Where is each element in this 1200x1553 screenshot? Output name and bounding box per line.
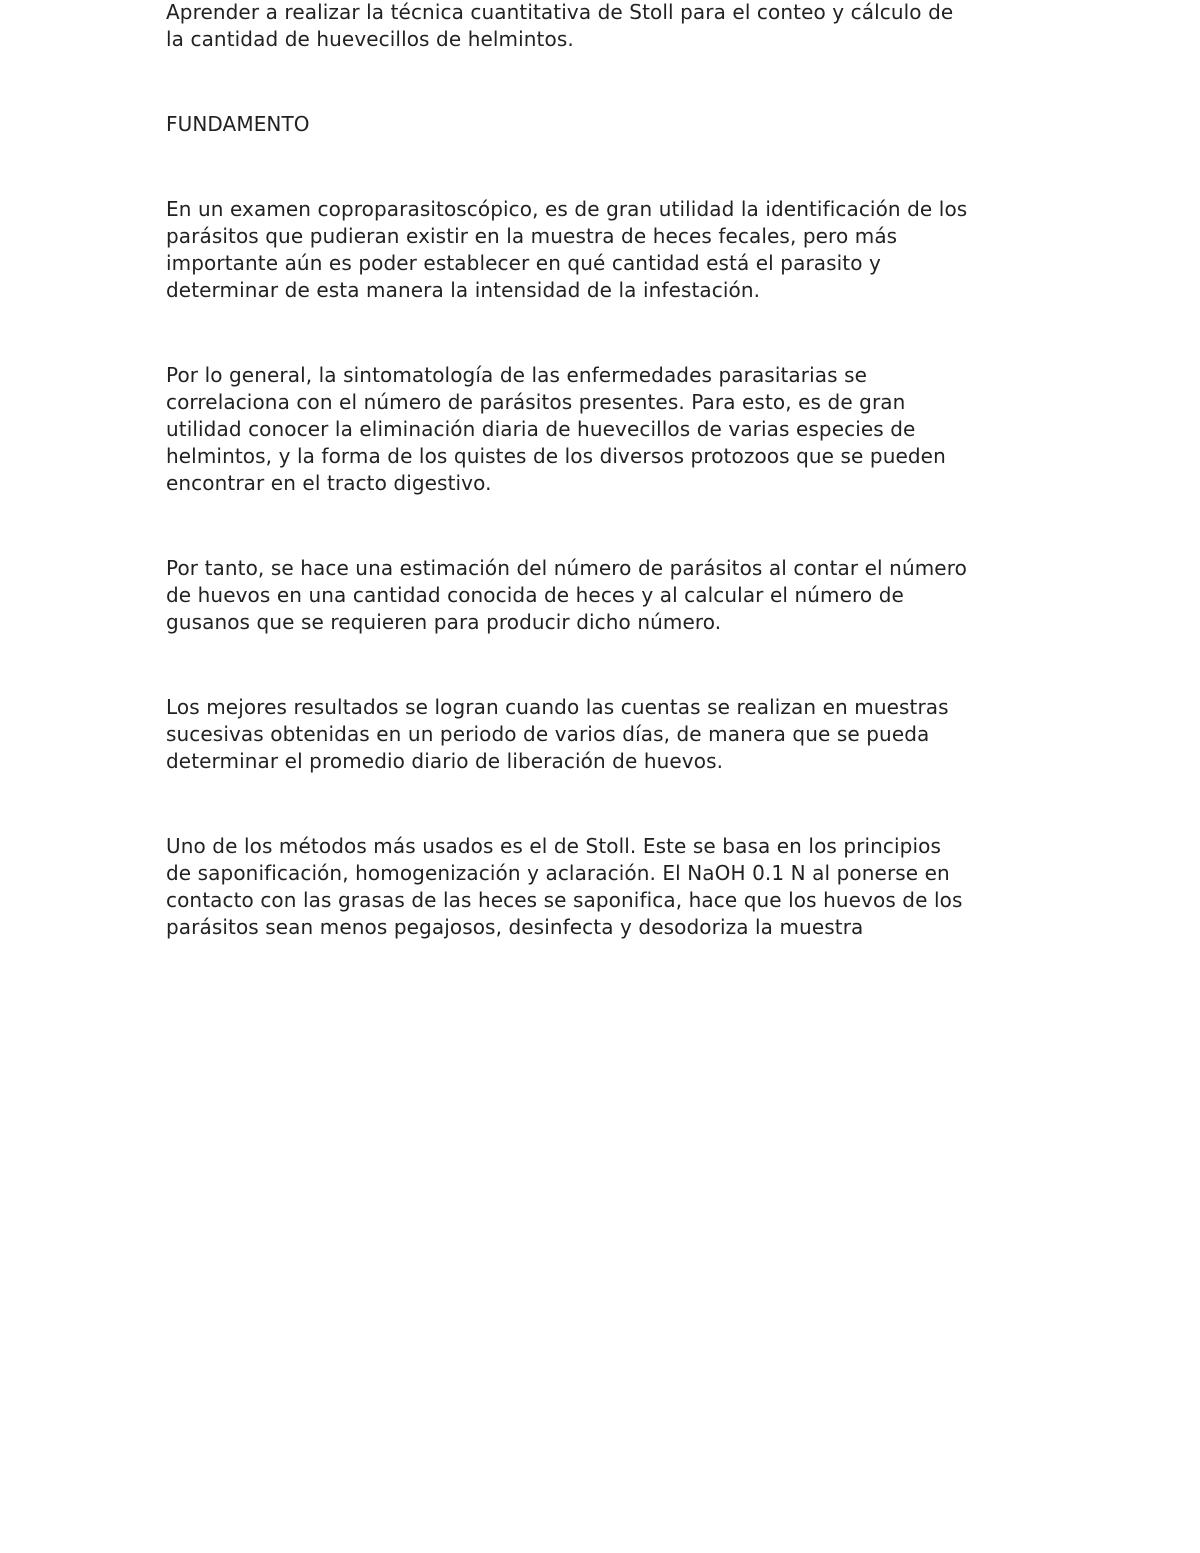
objective-paragraph: Aprender a realizar la técnica cuantitativa de Stoll para el conteo y cálculo de la cantidad de huevecillos de helmintos. [166,0,954,51]
paragraph-4: Los mejores resultados se logran cuando las cuentas se realizan en muestras sucesivas obtenidas en un periodo de varios días, de manera que se pueda determinar el promedio diario de liberación de huevos. [166,695,949,773]
spacer [166,636,1036,694]
section-heading-fundamento: FUNDAMENTO [166,112,310,136]
spacer [166,53,1036,111]
spacer [166,138,1036,196]
paragraph-3: Por tanto, se hace una estimación del número de parásitos al contar el número de huevos en una cantidad conocida de heces y al calcular el número de gusanos que se requieren para producir dicho número. [166,556,967,634]
paragraph-2: Por lo general, la sintomatología de las enfermedades parasitarias se correlaciona con el número de parásitos presentes. Para esto, es de gran utilidad conocer la eliminación diaria de huevecillos de varias especies de helmintos, y la forma de los quistes de los diversos protozoos que se pueden encontrar en el tracto digestivo. [166,363,946,495]
spacer [166,497,1036,555]
document-body [166,0,1036,941]
paragraph-5: Uno de los métodos más usados es el de Stoll. Este se basa en los principios de saponificación, homogenización y aclaración. El NaOH 0.1 N al ponerse en contacto con las grasas de las heces se saponifica, hace que los huevos de los parásitos sean menos pegajosos, desinfecta y desodoriza la muestra [166,834,963,939]
paragraph-1: En un examen coproparasitoscópico, es de gran utilidad la identificación de los parásitos que pudieran existir en la muestra de heces fecales, pero más importante aún es poder establecer en qué cantidad está el parasito y determinar de esta manera la intensidad de la infestación. [166,197,968,302]
spacer [166,775,1036,833]
spacer [166,304,1036,362]
